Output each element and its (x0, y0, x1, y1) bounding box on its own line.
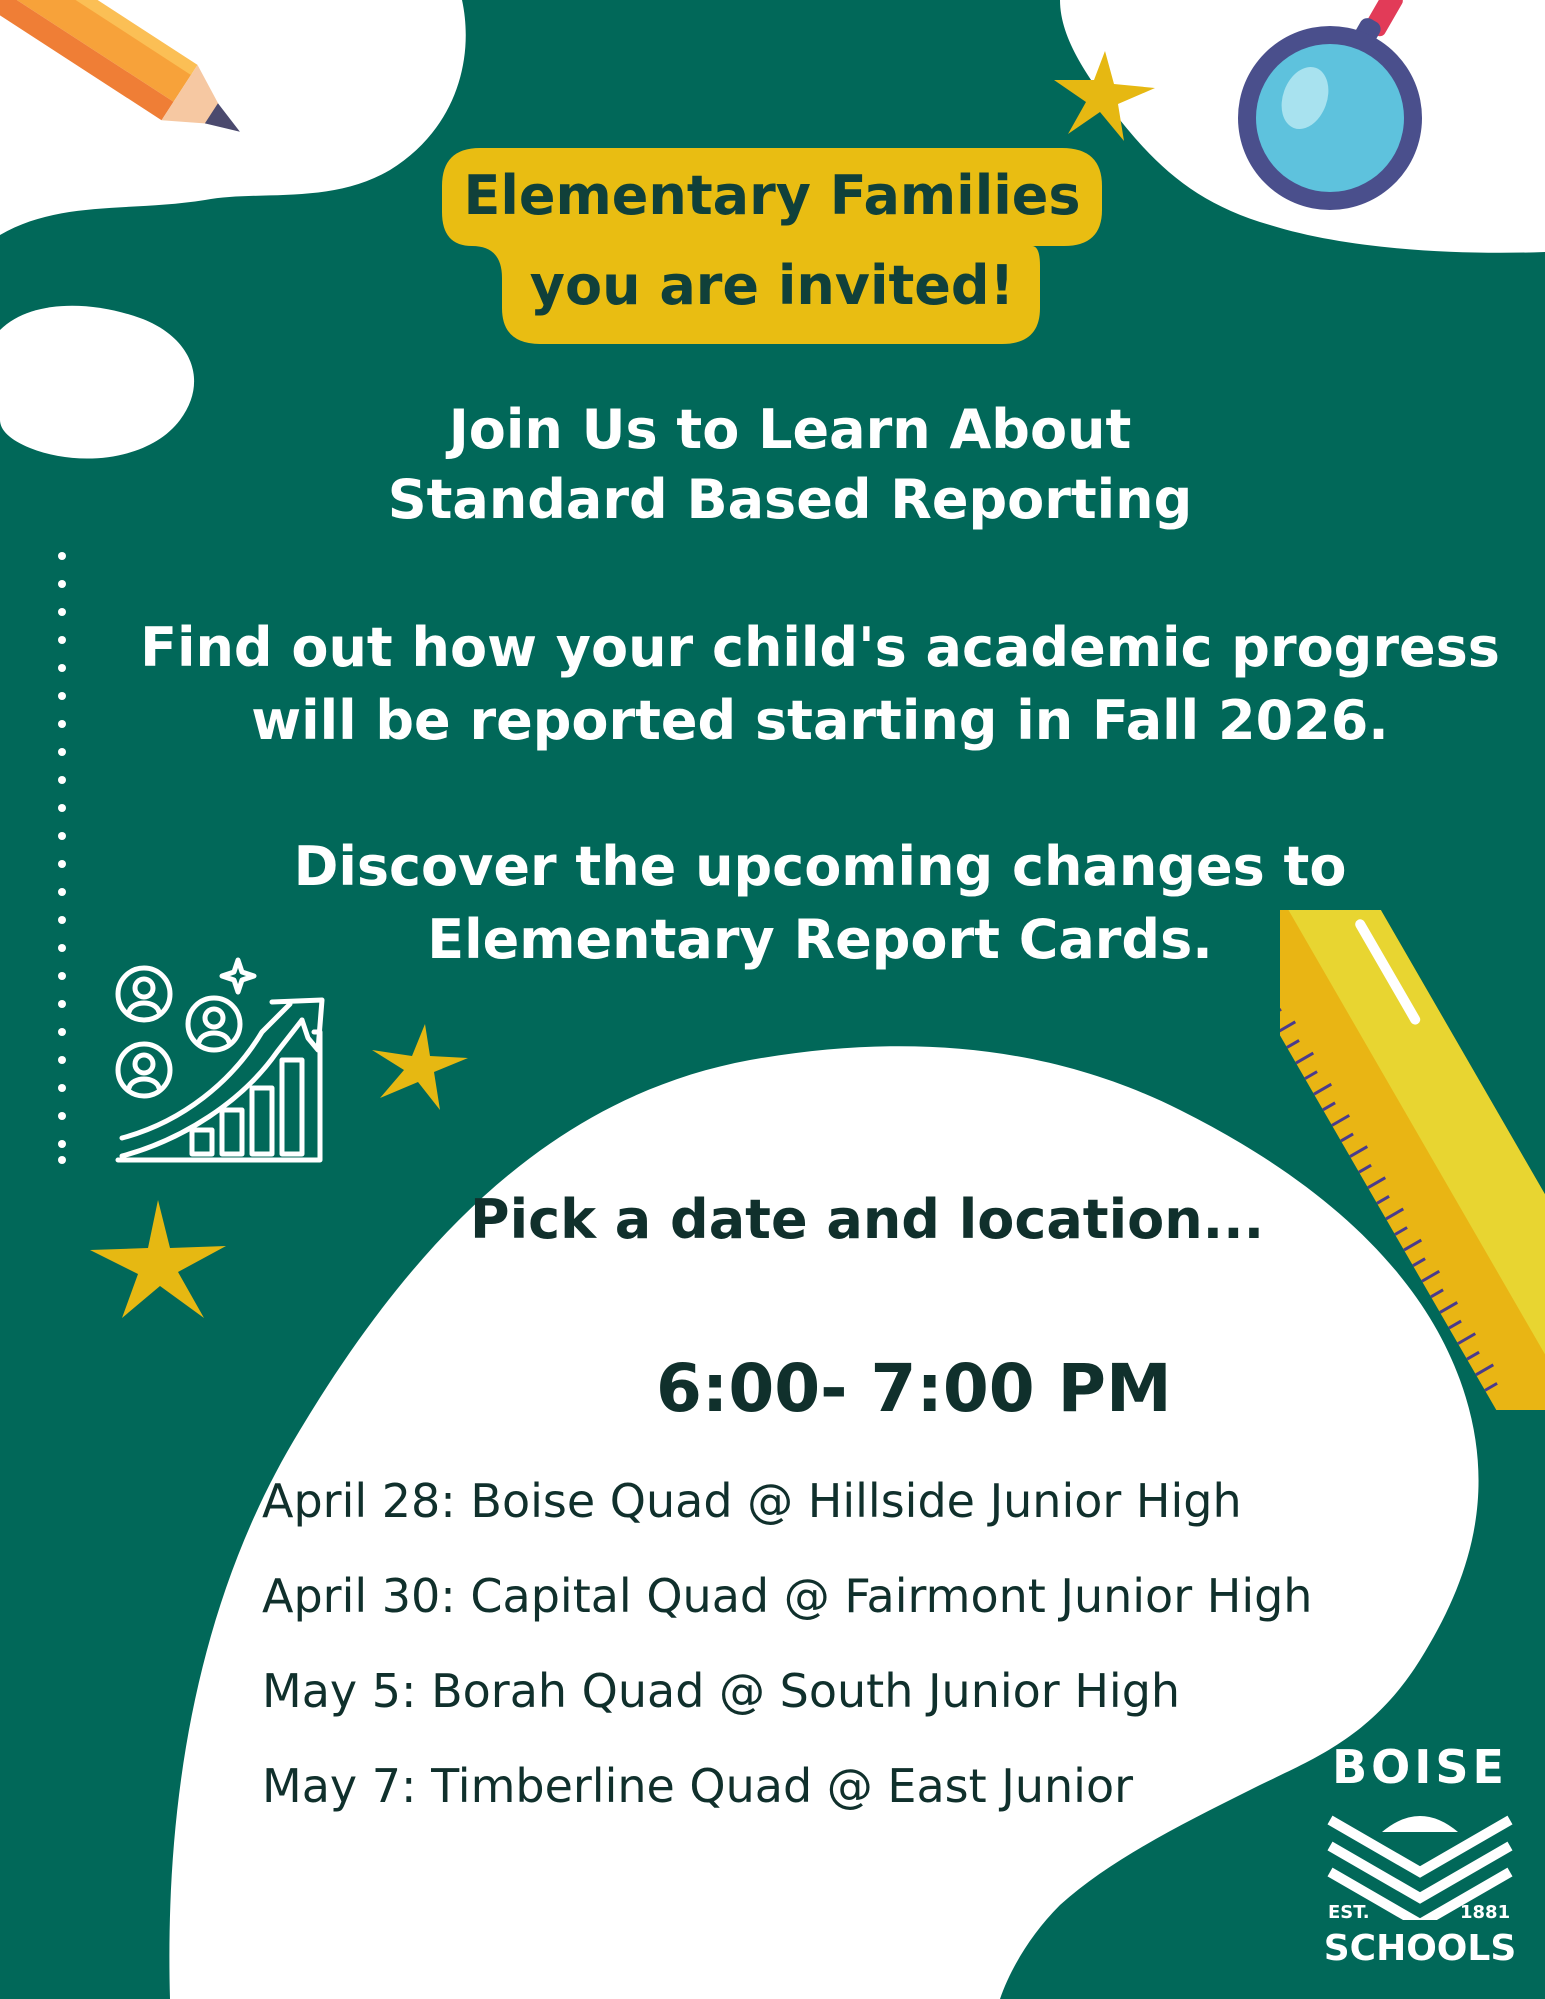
magnifying-glass-icon (1225, 0, 1435, 220)
discover-line-1: Discover the upcoming changes to (293, 835, 1347, 898)
logo-name-bottom: SCHOOLS (1323, 1928, 1517, 1969)
logo-name-top: BOISE (1332, 1740, 1508, 1794)
left-blob (0, 306, 194, 459)
heading-line-1: Join Us to Learn About (448, 398, 1132, 461)
progress-line-1: Find out how your child's academic progress (140, 616, 1500, 679)
session-item: April 30: Capital Quad @ Fairmont Junior High (262, 1569, 1313, 1623)
discover-line-2: Elementary Report Cards. (427, 908, 1213, 971)
ruler-icon (1280, 910, 1545, 1410)
session-item: April 28: Boise Quad @ Hillside Junior High (262, 1474, 1242, 1528)
session-item: May 5: Borah Quad @ South Junior High (262, 1664, 1181, 1718)
logo-est-label: EST. (1328, 1902, 1370, 1923)
boise-schools-logo (1320, 1730, 1520, 1980)
invitation-line-2: you are invited! (529, 254, 1015, 317)
invitation-badge (442, 148, 1102, 344)
invitation-line-1: Elementary Families (463, 164, 1081, 227)
session-time: 6:00- 7:00 PM (656, 1350, 1172, 1427)
star-icon (1050, 46, 1160, 146)
session-prompt: Pick a date and location... (470, 1188, 1265, 1251)
star-icon (370, 1022, 470, 1112)
progress-chart-icon (112, 952, 332, 1167)
session-item: May 7: Timberline Quad @ East Junior (262, 1759, 1134, 1813)
star-icon (86, 1198, 230, 1320)
logo-est-year: 1881 (1460, 1902, 1511, 1923)
heading-line-2: Standard Based Reporting (387, 468, 1193, 531)
pencil-icon (0, 0, 280, 160)
progress-line-2: will be reported starting in Fall 2026. (251, 689, 1389, 752)
